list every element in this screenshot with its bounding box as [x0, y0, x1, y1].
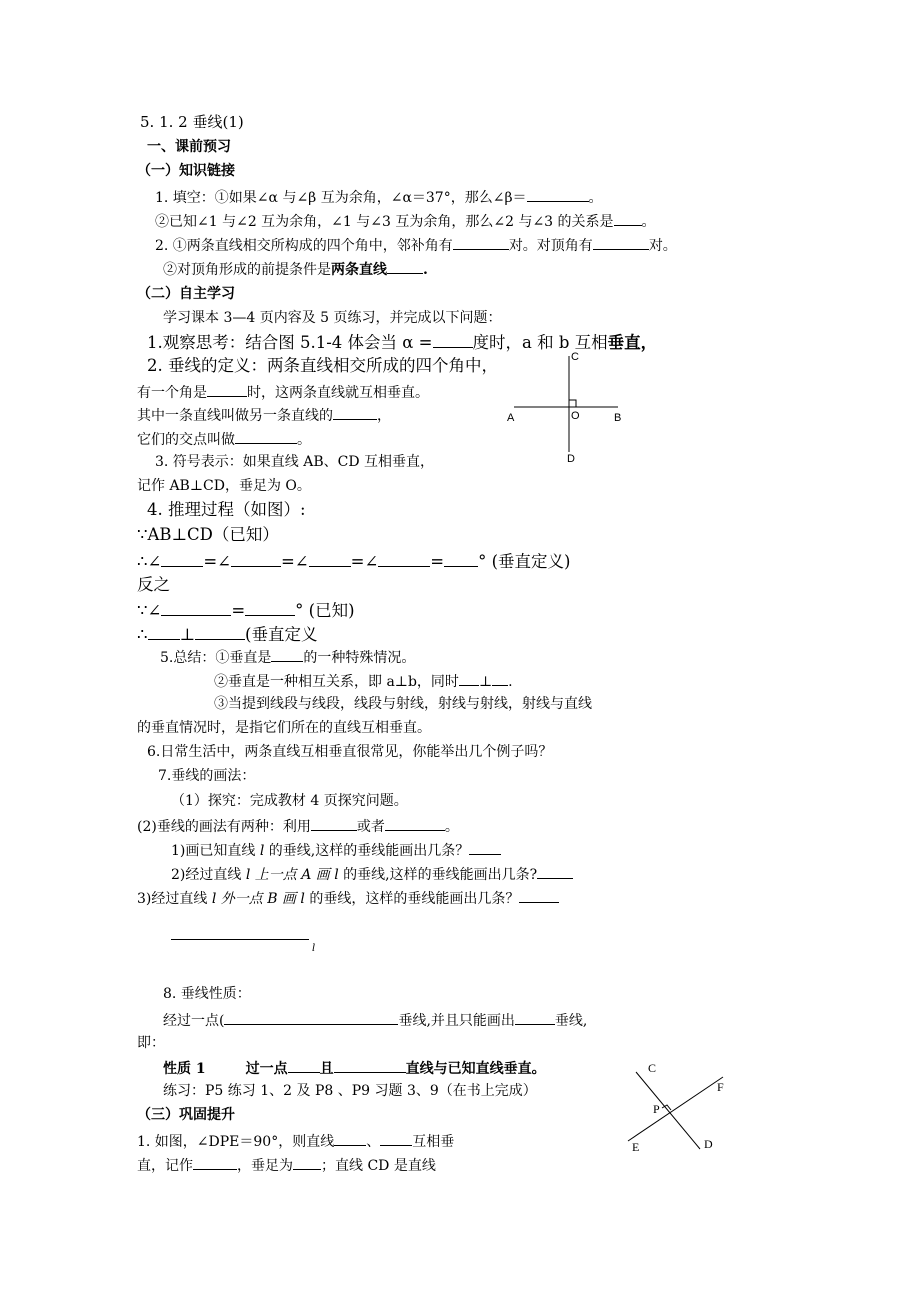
- answer-blank[interactable]: [333, 405, 377, 420]
- label-d: D: [704, 1137, 713, 1151]
- answer-blank[interactable]: [193, 1155, 237, 1170]
- answer-blank[interactable]: [527, 187, 589, 202]
- answer-blank[interactable]: [148, 623, 180, 640]
- answer-blank[interactable]: [433, 331, 473, 348]
- symbol-notation-2: 记作 AB⊥CD，垂足为 O。: [137, 478, 311, 494]
- label-e: E: [632, 1140, 640, 1154]
- label-a: A: [507, 412, 515, 424]
- reasoning-therefore-2: ∴ ⊥ (垂直定义: [137, 625, 318, 644]
- question-2a: 2. ①两条直线相交所构成的四个角中，邻补角有 对。对顶角有 对。: [155, 235, 677, 255]
- drawing-method-heading: 7.垂线的画法：: [158, 768, 256, 784]
- subheading-self-study: （二）自主学习: [137, 286, 235, 302]
- answer-blank[interactable]: [224, 1010, 358, 1025]
- label-c: C: [571, 351, 579, 363]
- answer-blank[interactable]: [519, 888, 559, 903]
- perpendicular-figure-ab-cd: [500, 348, 640, 468]
- daily-life-question: 6.日常生活中，两条直线互相垂直很常见，你能举出几个例子吗？: [147, 744, 553, 760]
- answer-blank[interactable]: [161, 599, 231, 616]
- reasoning-given: ∵AB⊥CD（已知）: [137, 525, 279, 544]
- answer-blank[interactable]: [385, 816, 445, 831]
- properties-line-1: 经过一点( 垂线,并且只能画出 垂线,: [163, 1010, 587, 1030]
- summary-1: 5.总结：①垂直是 的一种特殊情况。: [160, 647, 415, 667]
- answer-blank[interactable]: [293, 1155, 321, 1170]
- properties-line-2: 即：: [137, 1035, 165, 1051]
- subheading-knowledge-link: （一）知识链接: [137, 163, 235, 179]
- answer-blank[interactable]: [311, 816, 357, 831]
- page-title: 5. 1. 2 垂线(1): [140, 113, 244, 131]
- label-o: O: [571, 410, 580, 422]
- answer-blank[interactable]: [231, 550, 281, 567]
- answer-blank[interactable]: [469, 840, 501, 855]
- reasoning-because-2: ∵∠ = ° (已知): [137, 601, 355, 620]
- summary-2: ②垂直是一种相互关系，即 a⊥b，同时 ⊥ .: [214, 671, 513, 691]
- consolidation-1-line-2: 直，记作 ，垂足为 ；直线 CD 是直线: [137, 1155, 436, 1175]
- answer-blank[interactable]: [537, 864, 573, 879]
- answer-blank[interactable]: [334, 1058, 406, 1073]
- answer-blank[interactable]: [614, 211, 642, 226]
- label-b: B: [614, 412, 622, 424]
- consolidation-1-line-1: 1. 如图，∠DPE＝90°，则直线 、 互相垂: [137, 1131, 454, 1151]
- answer-blank[interactable]: [492, 671, 508, 686]
- summary-3: ③当提到线段与线段，线段与射线，射线与射线，射线与直线: [214, 696, 592, 712]
- section-heading-preview: 一、课前预习: [147, 139, 231, 155]
- answer-blank[interactable]: [334, 1131, 366, 1146]
- definition-line-3: 其中一条直线叫做另一条直线的 ，: [137, 405, 391, 425]
- answer-blank[interactable]: [309, 550, 351, 567]
- summary-4: 的垂直情况时，是指它们所在的直线互相垂直。: [137, 720, 431, 736]
- question-1b: ②已知∠1 与∠2 互为余角，∠1 与∠3 互为余角，那么∠2 与∠3 的关系是 。: [155, 211, 656, 231]
- answer-blank[interactable]: [195, 623, 245, 640]
- reasoning-therefore: ∴∠ =∠ =∠ =∠ = ° (垂直定义): [137, 552, 571, 571]
- answer-blank[interactable]: [444, 550, 478, 567]
- answer-blank[interactable]: [593, 235, 649, 250]
- answer-blank[interactable]: [271, 647, 303, 662]
- reasoning-converse: 反之: [137, 575, 170, 594]
- drawing-two-methods: (2)垂线的画法有两种：利用 或者 。: [137, 816, 459, 836]
- drawing-question-1: 1)画已知直线 l 的垂线,这样的垂线能画出几条？: [171, 840, 501, 860]
- label-c: C: [648, 1061, 657, 1075]
- answer-blank[interactable]: [380, 1131, 412, 1146]
- answer-blank[interactable]: [459, 671, 479, 686]
- question-2b: ②对顶角形成的前提条件是两条直线 .: [163, 259, 428, 279]
- perpendicular-definition: 2. 垂线的定义：两条直线相交所成的四个角中，: [147, 356, 498, 375]
- answer-blank[interactable]: [161, 550, 203, 567]
- study-intro: 学习课本 3—4 页内容及 5 页练习，并完成以下问题：: [163, 310, 502, 326]
- symbol-notation-1: 3. 符号表示：如果直线 AB、CD 互相垂直，: [155, 454, 435, 470]
- answer-blank[interactable]: [515, 1010, 555, 1025]
- drawing-question-2: 2)经过直线 l 上一点 A 画 l 的垂线,这样的垂线能画出几条?: [171, 864, 573, 884]
- line-ef: [628, 1077, 723, 1141]
- answer-blank[interactable]: [453, 235, 509, 250]
- answer-blank[interactable]: [387, 259, 423, 274]
- label-f: F: [717, 1080, 724, 1094]
- definition-line-2: 有一个角是 时，这两条直线就互相垂直。: [137, 382, 429, 402]
- line-cd: [636, 1072, 700, 1149]
- answer-blank[interactable]: [235, 429, 297, 444]
- answer-blank[interactable]: [245, 599, 295, 616]
- answer-blank[interactable]: [358, 1010, 398, 1025]
- given-line-l: [171, 939, 309, 940]
- perpendicular-figure-ef-cd: [615, 1055, 735, 1165]
- perpendicular-properties-heading: 8. 垂线性质：: [163, 986, 251, 1002]
- label-d: D: [567, 453, 575, 465]
- line-l-label: l: [312, 943, 316, 954]
- label-p: P: [653, 1102, 660, 1116]
- reasoning-heading: 4. 推理过程（如图）:: [147, 500, 306, 519]
- answer-blank[interactable]: [288, 1058, 320, 1073]
- question-1a: 1. 填空：①如果∠α 与∠β 互为余角，∠α＝37°，那么∠β＝ 。: [155, 187, 603, 207]
- drawing-question-3: 3)经过直线 l 外一点 B 画 l 的垂线，这样的垂线能画出几条？: [137, 888, 559, 908]
- answer-blank[interactable]: [207, 382, 247, 397]
- study-item-1: 1.观察思考：结合图 5.1-4 体会当 α = 度时，a 和 b 互相垂直，: [147, 333, 658, 352]
- drawing-explore: （1）探究：完成教材 4 页探究问题。: [171, 793, 408, 809]
- answer-blank[interactable]: [378, 550, 430, 567]
- definition-line-4: 它们的交点叫做 。: [137, 429, 311, 449]
- practice-note: 练习：P5 练习 1、2 及 P8 、P9 习题 3、9（在书上完成）: [163, 1083, 537, 1099]
- right-angle-mark: [569, 400, 576, 407]
- property-1: 性质 1 过一点 且 直线与已知直线垂直。: [163, 1058, 546, 1078]
- subheading-consolidation: （三）巩固提升: [137, 1107, 235, 1123]
